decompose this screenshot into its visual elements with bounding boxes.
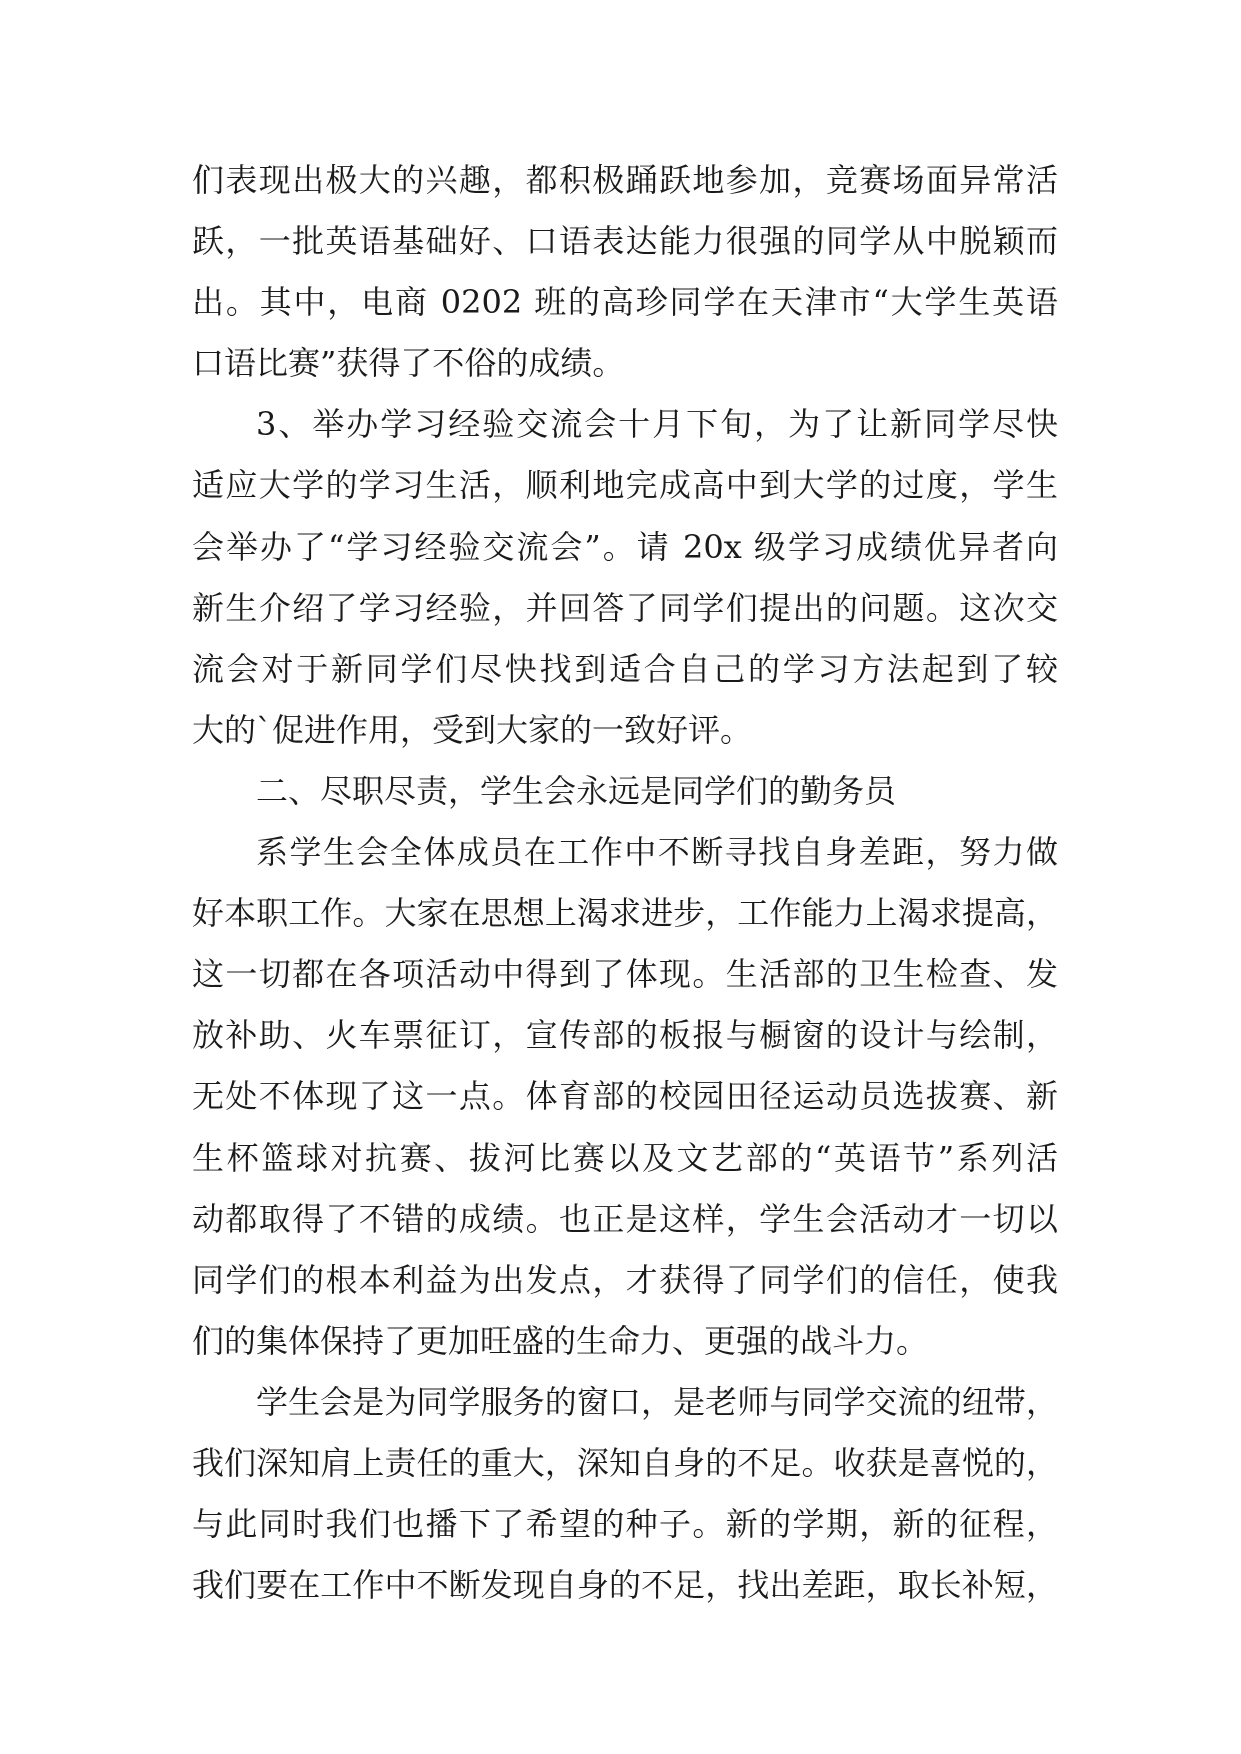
text-line: 我们要在工作中不断发现自身的不足，找出差距，取长补短， [192,1566,1058,1605]
text-line: 们表现出极大的兴趣，都积极踊跃地参加，竞赛场面异常活 [192,161,1058,199]
text-line: 出。其中，电商 0202 班的高珍同学在天津市“大学生英语 [192,283,1058,322]
text-line: 跃，一批英语基础好、口语表达能力很强的同学从中脱颖而 [192,222,1058,261]
text-line: 二、尽职尽责，学生会永远是同学们的勤务员 [256,771,897,810]
text-line: 会举办了“学习经验交流会”。请 20x 级学习成绩优异者向 [192,527,1058,566]
text-line: 口语比赛”获得了不俗的成绩。 [192,344,625,383]
text-line: 流会对于新同学们尽快找到适合自己的学习方法起到了较 [192,649,1058,688]
text-line: 大的`促进作用，受到大家的一致好评。 [192,710,753,749]
text-line: 放补助、火车票征订，宣传部的板报与橱窗的设计与绘制， [192,1016,1058,1055]
text-line: 与此同时我们也播下了希望的种子。新的学期，新的征程， [192,1505,1058,1544]
text-line: 新生介绍了学习经验，并回答了同学们提出的问题。这次交 [192,588,1058,627]
text-line: 我们深知肩上责任的重大，深知自身的不足。收获是喜悦的， [192,1443,1058,1482]
text-line: 好本职工作。大家在思想上渴求进步，工作能力上渴求提高， [192,894,1058,933]
body-text [192,150,1058,1616]
text-line: 3、举办学习经验交流会十月下旬，为了让新同学尽快 [256,405,1058,444]
text-line: 同学们的根本利益为出发点，才获得了同学们的信任，使我 [192,1260,1058,1299]
text-line: 学生会是为同学服务的窗口，是老师与同学交流的纽带， [256,1382,1058,1421]
text-line: 系学生会全体成员在工作中不断寻找自身差距，努力做 [256,833,1058,872]
text-line: 适应大学的学习生活，顺利地完成高中到大学的过度，学生 [192,466,1058,505]
text-line: 动都取得了不错的成绩。也正是这样，学生会活动才一切以 [192,1199,1058,1238]
text-line: 无处不体现了这一点。体育部的校园田径运动员选拔赛、新 [192,1077,1058,1116]
text-line: 们的集体保持了更加旺盛的生命力、更强的战斗力。 [192,1321,929,1360]
text-line: 生杯篮球对抗赛、拔河比赛以及文艺部的“英语节”系列活 [192,1138,1058,1177]
text-line: 这一切都在各项活动中得到了体现。生活部的卫生检查、发 [192,955,1058,994]
